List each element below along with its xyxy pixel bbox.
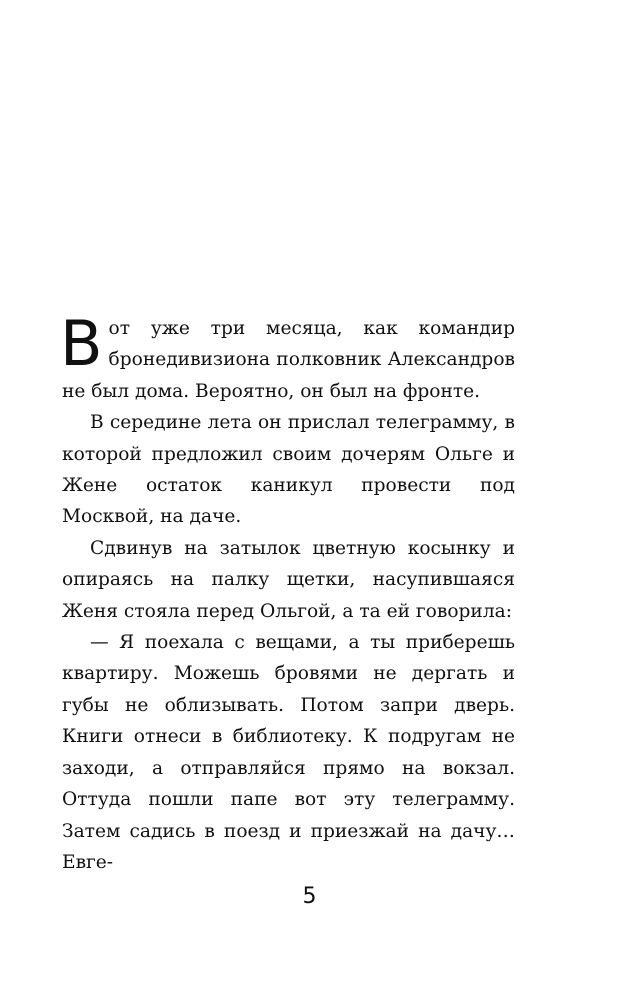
paragraph-2: В середине лета он прислал телеграмму, в которой предложил своим дочерям Ольге и Жене остаток каникул провести под Москвой, на даче.: [62, 412, 515, 528]
paragraph-3: Сдвинув на затылок цветную косынку и опираясь на палку щетки, насупившаяся Женя стояла перед Ольгой, а та ей говорила:: [62, 537, 515, 622]
page-number: 5: [302, 884, 317, 909]
drop-cap: В: [60, 307, 103, 380]
chapter-text: [60, 307, 515, 878]
paragraph-4: — Я поехала с вещами, а ты приберешь квартиру. Можешь бровями не дергать и губы не облизывать. Потом запри дверь. Книги отнеси в библиотеку. К подругам не заходи, а отправляйся прямо на вокзал. Оттуда пошли папе вот эту телеграмму. Затем садись в поезд и приезжай на дачу… Евге-: [62, 632, 515, 873]
paragraph-1-text: от уже три месяца, как командир бронедивизиона полковник Александров не был дома. Вероятно, он был на фронте.: [62, 318, 515, 402]
paragraph-1: [60, 307, 515, 407]
